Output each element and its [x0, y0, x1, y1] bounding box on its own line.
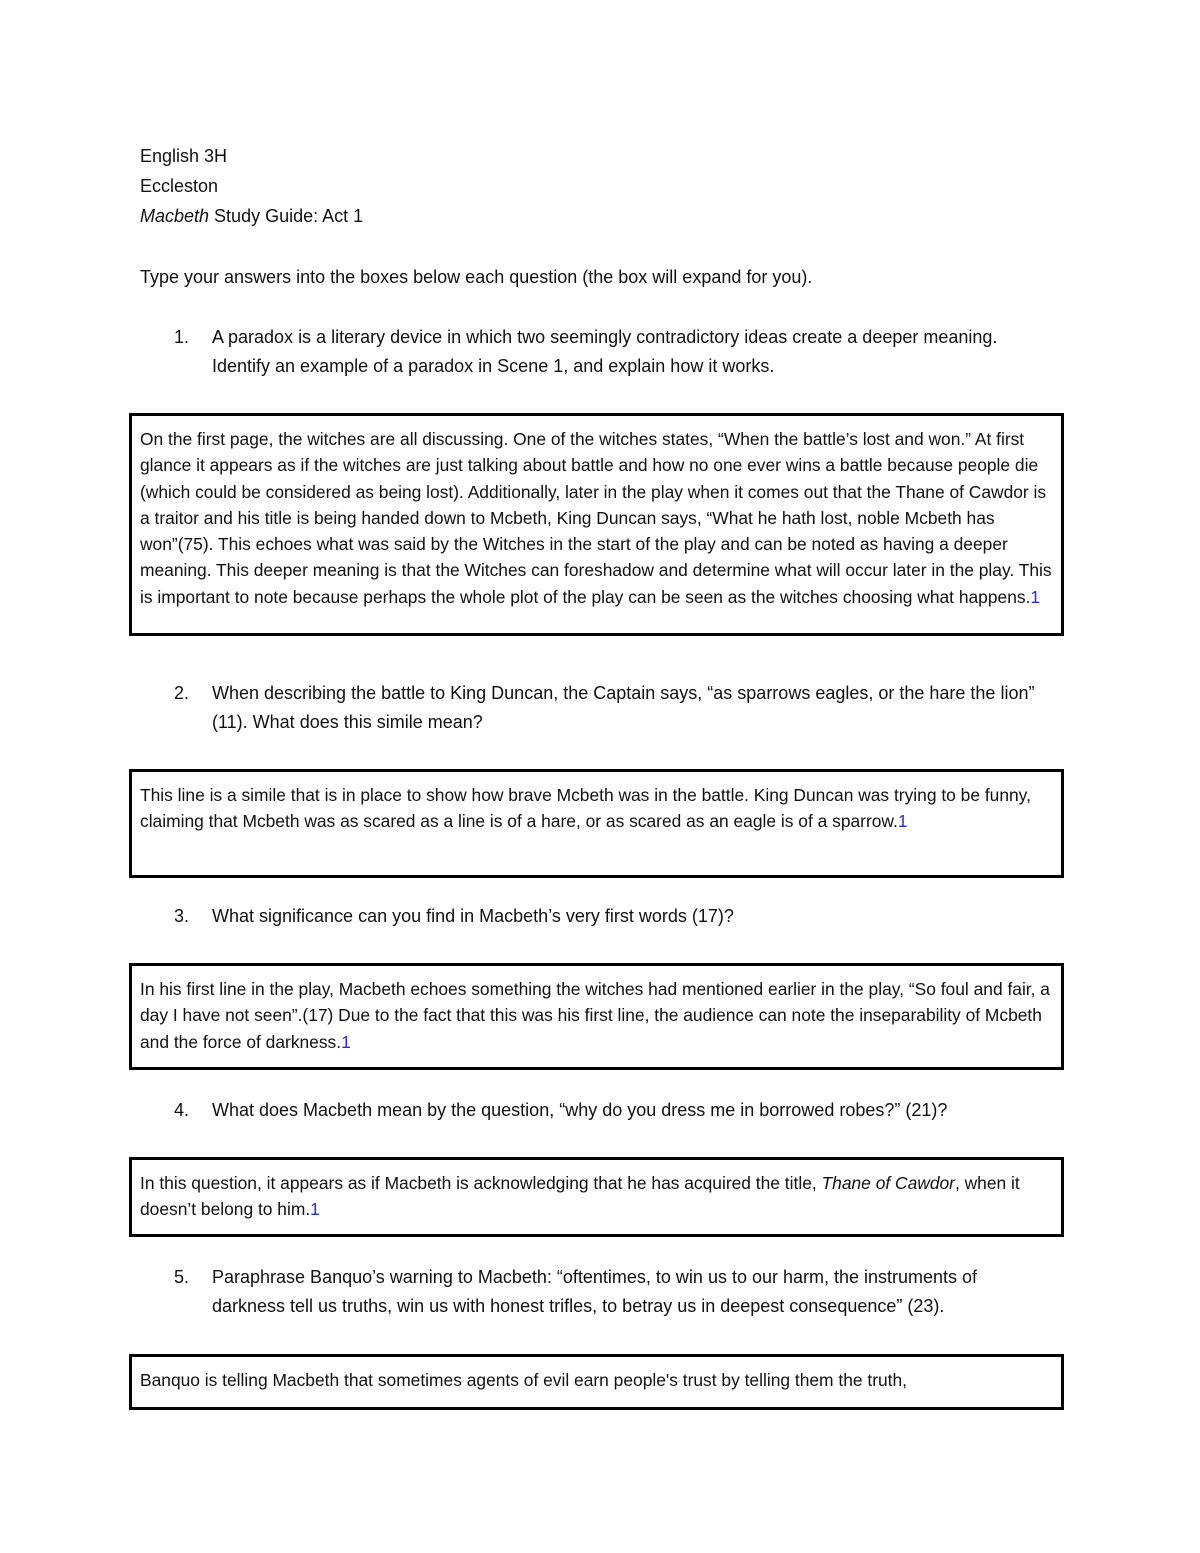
question-number: 2.: [174, 683, 190, 703]
question-number: 1.: [174, 327, 190, 347]
title-rest: Study Guide: Act 1: [209, 206, 364, 226]
footnote-ref[interactable]: 1: [1030, 586, 1041, 607]
footnote-ref[interactable]: 1: [310, 1199, 320, 1220]
question-5: [140, 1263, 1050, 1321]
answer-title-italic: Thane of Cawdor: [821, 1173, 955, 1193]
instructions: Type your answers into the boxes below each question (the box will expand for you).: [140, 267, 813, 287]
answer-box-4[interactable]: [129, 1157, 1064, 1237]
question-number: 5.: [174, 1267, 190, 1287]
footnote-ref[interactable]: 1: [341, 1031, 351, 1052]
question-2: [140, 679, 1050, 737]
footnote-ref[interactable]: 1: [897, 811, 908, 832]
answer-text-end: , when it doesn’t belong to him.: [140, 1173, 1020, 1220]
question-4: [140, 1096, 1050, 1125]
question-text: What does Macbeth mean by the question, “why do you dress me in borrowed robes?” (21)?: [212, 1100, 948, 1120]
answer-box-1[interactable]: [129, 413, 1064, 636]
answer-box-3[interactable]: [129, 963, 1064, 1070]
answer-text-start: In this question, it appears as if Macbeth is acknowledging that he has acquired the title,: [140, 1173, 822, 1193]
answer-text: On the first page, the witches are all discussing. One of the witches states, “When the battle’s lost and won.” At first glance it appears as if the witches are just talking about battle and how no one ever wins a battle because people die (which could be considered as being lost). Additionally, later in the play when it comes out that the Thane of Cawdor is a traitor and his title is being handed down to Mcbeth, King Duncan says, “What he hath lost, noble Mcbeth has won”(75). This echoes what was said by the Witches in the start of the play and can be noted as having a deeper meaning. This deeper meaning is that the Witches can foreshadow and determine what will occur later in the play. This is important to note because perhaps the whole plot of the play can be seen as the witches choosing what happens.: [140, 429, 1052, 607]
title-play-name: Macbeth: [140, 206, 210, 226]
document-title: [140, 203, 363, 229]
question-text: Paraphrase Banquo’s warning to Macbeth: “oftentimes, to win us to our harm, the instruments of darkness tell us truths, win us with honest trifles, to betray us in deepest consequence” (23).: [212, 1267, 978, 1316]
answer-text: In his first line in the play, Macbeth echoes something the witches had mentioned earlier in the play, “So foul and fair, a day I have not seen”.(17) Due to the fact that this was his first line, the audience can note the inseparability of Mcbeth and the force of darkness.: [140, 979, 1050, 1052]
question-text: A paradox is a literary device in which two seemingly contradictory ideas create a deeper meaning. Identify an example of a paradox in Scene 1, and explain how it works.: [212, 327, 998, 376]
answer-text: Banquo is telling Macbeth that sometimes agents of evil earn people's trust by telling them the truth,: [140, 1370, 907, 1390]
answer-box-2[interactable]: [129, 769, 1064, 878]
question-1: [140, 323, 1050, 381]
question-number: 4.: [174, 1100, 190, 1120]
answer-box-5[interactable]: [129, 1354, 1064, 1410]
question-number: 3.: [174, 906, 190, 926]
question-3: [140, 902, 1050, 931]
answer-text: This line is a simile that is in place to show how brave Mcbeth was in the battle. King Duncan was trying to be funny, claiming that Mcbeth was as scared as a line is of a hare, or as scared as an eagle is of a sparrow.: [140, 785, 1031, 832]
teacher-name: Eccleston: [140, 176, 219, 196]
course-name: English 3H: [140, 146, 228, 166]
question-text: When describing the battle to King Duncan, the Captain says, “as sparrows eagles, or the hare the lion” (11). What does this simile mean?: [212, 683, 1035, 732]
question-text: What significance can you find in Macbeth’s very first words (17)?: [212, 906, 734, 926]
